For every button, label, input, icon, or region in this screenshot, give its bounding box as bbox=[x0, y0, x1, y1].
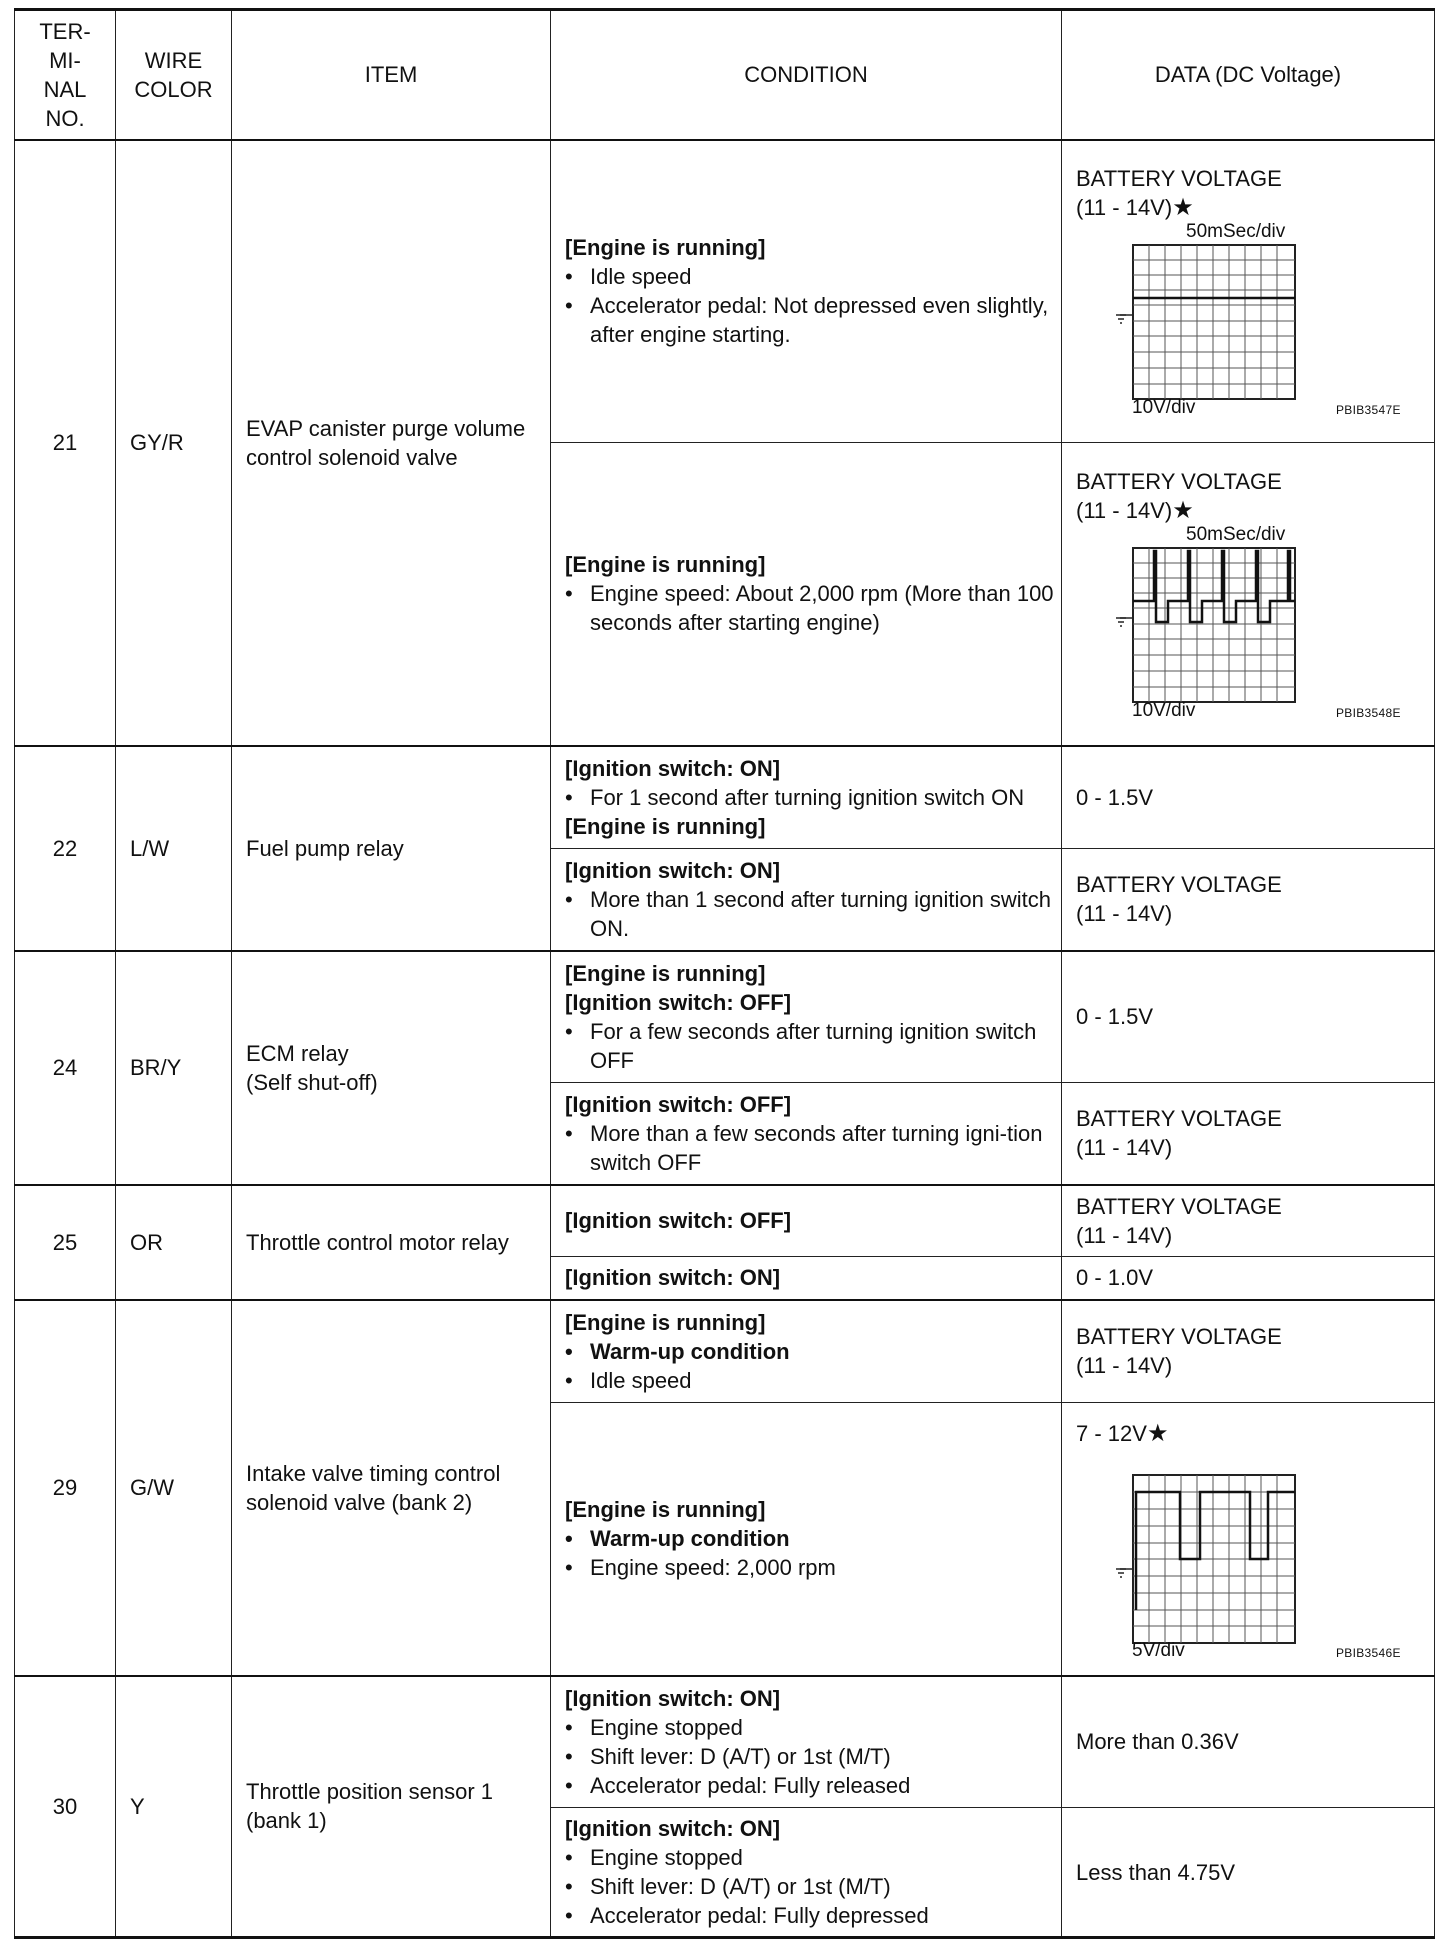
data-cell: More than 0.36V bbox=[1062, 1676, 1435, 1808]
terminal-number: 24 bbox=[15, 951, 116, 1185]
waveform-grid bbox=[1132, 244, 1296, 400]
volt-division-label: 10V/div bbox=[1132, 699, 1196, 721]
condition-bullet: • Warm-up condition bbox=[565, 1524, 1055, 1553]
table-row bbox=[15, 140, 1435, 443]
item-name: ECM relay (Self shut-off) bbox=[232, 951, 551, 1185]
item-name: Fuel pump relay bbox=[232, 746, 551, 951]
header-row bbox=[15, 10, 1435, 140]
waveform-trace bbox=[1136, 1492, 1295, 1610]
table-row bbox=[15, 951, 1435, 1083]
data-value: BATTERY VOLTAGE bbox=[1076, 872, 1282, 898]
ground-symbol-icon bbox=[1114, 1566, 1132, 1582]
terminal-number: 21 bbox=[15, 140, 116, 746]
data-cell bbox=[1062, 443, 1435, 746]
volt-division-label: 5V/div bbox=[1132, 1640, 1185, 1662]
wire-color: OR bbox=[116, 1185, 232, 1300]
table-row bbox=[15, 1185, 1435, 1257]
condition-cell bbox=[551, 1185, 1062, 1257]
condition-header: [Engine is running] bbox=[565, 235, 766, 261]
condition-bullet: • Idle speed bbox=[565, 1366, 1055, 1395]
header-wire-color: WIRE COLOR bbox=[116, 10, 232, 140]
wire-color: GY/R bbox=[116, 140, 232, 746]
star-icon: ★ bbox=[1172, 496, 1194, 524]
condition-bullet: • More than a few seconds after turning igni-tion switch OFF bbox=[565, 1119, 1055, 1177]
condition-bullet: • Engine speed: About 2,000 rpm (More than 100 seconds after starting engine) bbox=[565, 579, 1055, 637]
data-cell: 0 - 1.5V bbox=[1062, 746, 1435, 849]
data-cell bbox=[1062, 1403, 1435, 1676]
condition-cell bbox=[551, 746, 1062, 849]
oscilloscope-waveform bbox=[1076, 525, 1406, 721]
header-item: ITEM bbox=[232, 10, 551, 140]
waveform-grid bbox=[1132, 547, 1296, 703]
data-cell bbox=[1062, 849, 1435, 951]
terminal-data-table bbox=[14, 8, 1435, 1939]
data-value: BATTERY VOLTAGE bbox=[1076, 166, 1282, 192]
condition-cell bbox=[551, 1403, 1062, 1676]
condition-header: [Ignition switch: ON] bbox=[565, 1265, 781, 1291]
header-condition: CONDITION bbox=[551, 10, 1062, 140]
table-row bbox=[15, 746, 1435, 849]
wire-color: G/W bbox=[116, 1300, 232, 1676]
data-cell bbox=[1062, 1185, 1435, 1257]
condition-bullet: • Accelerator pedal: Not depressed even slightly, after engine starting. bbox=[565, 291, 1055, 349]
time-division-label: 50mSec/div bbox=[1186, 523, 1286, 545]
table-row bbox=[15, 1300, 1435, 1403]
data-value: (11 - 14V)★ bbox=[1076, 496, 1194, 524]
condition-bullet: • For a few seconds after turning ignition switch OFF bbox=[565, 1017, 1055, 1075]
wire-color: BR/Y bbox=[116, 951, 232, 1185]
item-name: Throttle position sensor 1 (bank 1) bbox=[232, 1676, 551, 1938]
condition-header: [Engine is running] bbox=[565, 960, 766, 986]
condition-bullet: • For 1 second after turning ignition switch ON bbox=[565, 783, 1055, 812]
data-cell: 0 - 1.5V bbox=[1062, 951, 1435, 1083]
condition-cell bbox=[551, 1300, 1062, 1403]
item-name: Throttle control motor relay bbox=[232, 1185, 551, 1300]
waveform-trace bbox=[1133, 551, 1295, 622]
data-value: BATTERY VOLTAGE bbox=[1076, 1106, 1282, 1132]
condition-header: [Ignition switch: OFF] bbox=[565, 989, 792, 1015]
condition-cell bbox=[551, 443, 1062, 746]
terminal-number: 29 bbox=[15, 1300, 116, 1676]
condition-cell bbox=[551, 1808, 1062, 1938]
terminal-number: 25 bbox=[15, 1185, 116, 1300]
oscilloscope-waveform bbox=[1076, 222, 1406, 418]
condition-header: [Ignition switch: OFF] bbox=[565, 1208, 792, 1234]
condition-header: [Ignition switch: OFF] bbox=[565, 1091, 792, 1117]
condition-header: [Engine is running] bbox=[565, 1497, 766, 1523]
star-icon: ★ bbox=[1146, 1420, 1169, 1448]
condition-header: [Ignition switch: ON] bbox=[565, 857, 781, 883]
time-division-label: 50mSec/div bbox=[1186, 221, 1286, 243]
data-value: (11 - 14V) bbox=[1076, 1353, 1173, 1379]
data-cell: 0 - 1.0V bbox=[1062, 1257, 1435, 1300]
data-cell bbox=[1062, 140, 1435, 443]
item-name: EVAP canister purge volume control solenoid valve bbox=[232, 140, 551, 746]
condition-bullet: • Accelerator pedal: Fully depressed bbox=[565, 1901, 1055, 1930]
data-value: 7 - 12V★ bbox=[1076, 1420, 1169, 1448]
condition-header: [Ignition switch: ON] bbox=[565, 755, 781, 781]
condition-header: [Engine is running] bbox=[565, 552, 766, 578]
condition-cell bbox=[551, 951, 1062, 1083]
condition-cell bbox=[551, 849, 1062, 951]
condition-bullet: • More than 1 second after turning ignition switch ON. bbox=[565, 885, 1055, 943]
data-value: BATTERY VOLTAGE bbox=[1076, 468, 1282, 494]
figure-code: PBIB3547E bbox=[1336, 403, 1401, 418]
header-data: DATA (DC Voltage) bbox=[1062, 10, 1435, 140]
figure-code: PBIB3546E bbox=[1336, 1646, 1401, 1661]
data-value: BATTERY VOLTAGE bbox=[1076, 1324, 1282, 1350]
condition-cell bbox=[551, 1676, 1062, 1808]
header-terminal-no: TER- MI- NAL NO. bbox=[15, 10, 116, 140]
data-value: BATTERY VOLTAGE bbox=[1076, 1193, 1282, 1219]
ground-symbol-icon bbox=[1114, 312, 1132, 328]
terminal-number: 30 bbox=[15, 1676, 116, 1938]
condition-header: [Engine is running] bbox=[565, 813, 766, 839]
item-name: Intake valve timing control solenoid valve (bank 2) bbox=[232, 1300, 551, 1676]
data-cell: Less than 4.75V bbox=[1062, 1808, 1435, 1938]
data-value: (11 - 14V)★ bbox=[1076, 194, 1194, 222]
condition-bullet: • Shift lever: D (A/T) or 1st (M/T) bbox=[565, 1742, 1055, 1771]
waveform-grid bbox=[1132, 1474, 1296, 1644]
volt-division-label: 10V/div bbox=[1132, 397, 1196, 419]
condition-cell bbox=[551, 140, 1062, 443]
figure-code: PBIB3548E bbox=[1336, 705, 1401, 720]
wire-color: Y bbox=[116, 1676, 232, 1938]
condition-header: [Ignition switch: ON] bbox=[565, 1816, 781, 1841]
terminal-number: 22 bbox=[15, 746, 116, 951]
data-cell bbox=[1062, 1083, 1435, 1185]
wire-color: L/W bbox=[116, 746, 232, 951]
star-icon: ★ bbox=[1172, 194, 1194, 222]
condition-bullet: • Accelerator pedal: Fully released bbox=[565, 1771, 1055, 1800]
condition-bullet: • Engine stopped bbox=[565, 1713, 1055, 1742]
oscilloscope-waveform bbox=[1076, 1448, 1406, 1662]
data-value: (11 - 14V) bbox=[1076, 901, 1173, 927]
terminal-data-table-page bbox=[14, 8, 1434, 1933]
data-cell bbox=[1062, 1300, 1435, 1403]
condition-bullet: • Warm-up condition bbox=[565, 1337, 1055, 1366]
condition-header: [Ignition switch: ON] bbox=[565, 1685, 781, 1711]
condition-bullet: • Engine speed: 2,000 rpm bbox=[565, 1553, 1055, 1582]
data-value: (11 - 14V) bbox=[1076, 1222, 1173, 1248]
condition-header: [Engine is running] bbox=[565, 1309, 766, 1335]
ground-symbol-icon bbox=[1114, 615, 1132, 631]
condition-cell bbox=[551, 1257, 1062, 1300]
condition-bullet: • Idle speed bbox=[565, 262, 1055, 291]
condition-cell bbox=[551, 1083, 1062, 1185]
table-row bbox=[15, 1676, 1435, 1808]
condition-bullet: • Shift lever: D (A/T) or 1st (M/T) bbox=[565, 1872, 1055, 1901]
condition-bullet: • Engine stopped bbox=[565, 1843, 1055, 1872]
data-value: (11 - 14V) bbox=[1076, 1135, 1173, 1161]
